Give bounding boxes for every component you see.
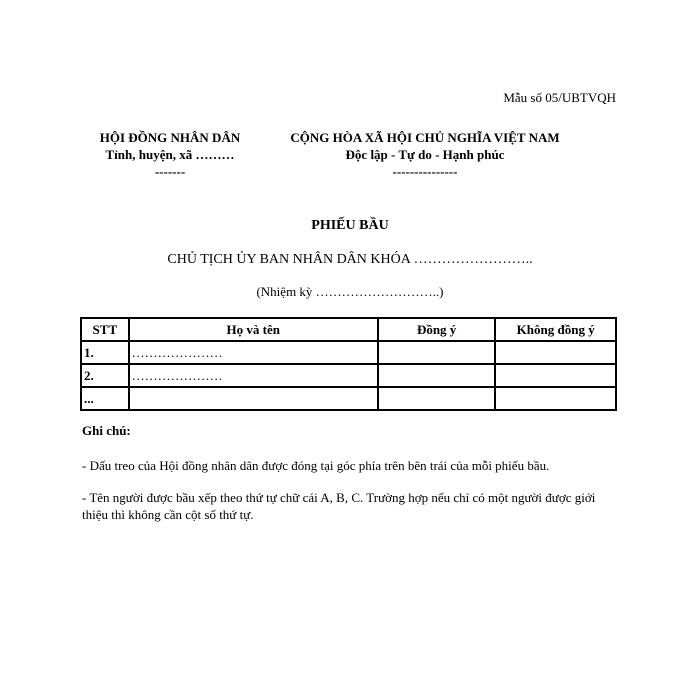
stt-cell: ... <box>81 387 129 410</box>
disagree-cell[interactable] <box>495 387 616 410</box>
header-left-divider: ------- <box>154 164 186 179</box>
stt-cell: 2. <box>81 364 129 387</box>
col-header-name: Họ và tên <box>129 318 378 341</box>
agree-cell[interactable] <box>378 341 496 364</box>
ballot-subtitle: CHỦ TỊCH ỦY BAN NHÂN DÂN KHÓA …………………….. <box>167 252 533 267</box>
country-name: CỘNG HÒA XÃ HỘI CHỦ NGHĨA VIỆT NAM <box>290 130 560 145</box>
note-item: - Dấu treo của Hội đồng nhân dân được đóng tại góc phía trên bên trái của mỗi phiếu bầu. <box>82 458 550 473</box>
ballot-title: PHIẾU BẦU <box>311 218 389 233</box>
term-line: (Nhiệm kỳ ………………………..) <box>256 284 444 299</box>
locality-line: Tỉnh, huyện, xã ……… <box>105 147 235 162</box>
table-row <box>81 364 616 387</box>
disagree-cell[interactable] <box>495 341 616 364</box>
disagree-cell[interactable] <box>495 364 616 387</box>
col-header-disagree: Không đồng ý <box>495 318 616 341</box>
note-item: - Tên người được bầu xếp theo thứ tự chữ cái A, B, C. Trường hợp nếu chỉ có một người được giới thiệu thì không cần cột số thứ tự. <box>82 490 596 522</box>
name-cell[interactable]: ………………… <box>129 364 378 387</box>
header-right-divider: --------------- <box>392 164 458 179</box>
agree-cell[interactable] <box>378 364 496 387</box>
notes-title: Ghi chú: <box>82 423 131 438</box>
stt-cell: 1. <box>81 341 129 364</box>
ballot-table <box>80 317 617 411</box>
national-header <box>272 129 578 180</box>
agree-cell[interactable] <box>378 387 496 410</box>
col-header-stt: STT <box>81 318 129 341</box>
issuing-body-name: HỘI ĐỒNG NHÂN DÂN <box>99 130 241 145</box>
form-number: Mẫu số 05/UBTVQH <box>503 90 616 105</box>
motto: Độc lập - Tự do - Hạnh phúc <box>345 147 505 162</box>
table-row <box>81 341 616 364</box>
name-cell[interactable]: ………………… <box>129 341 378 364</box>
col-header-agree: Đồng ý <box>378 318 496 341</box>
name-cell[interactable] <box>129 387 378 410</box>
table-row <box>81 387 616 410</box>
table-header-row <box>81 318 616 341</box>
issuing-body-header <box>78 129 262 180</box>
